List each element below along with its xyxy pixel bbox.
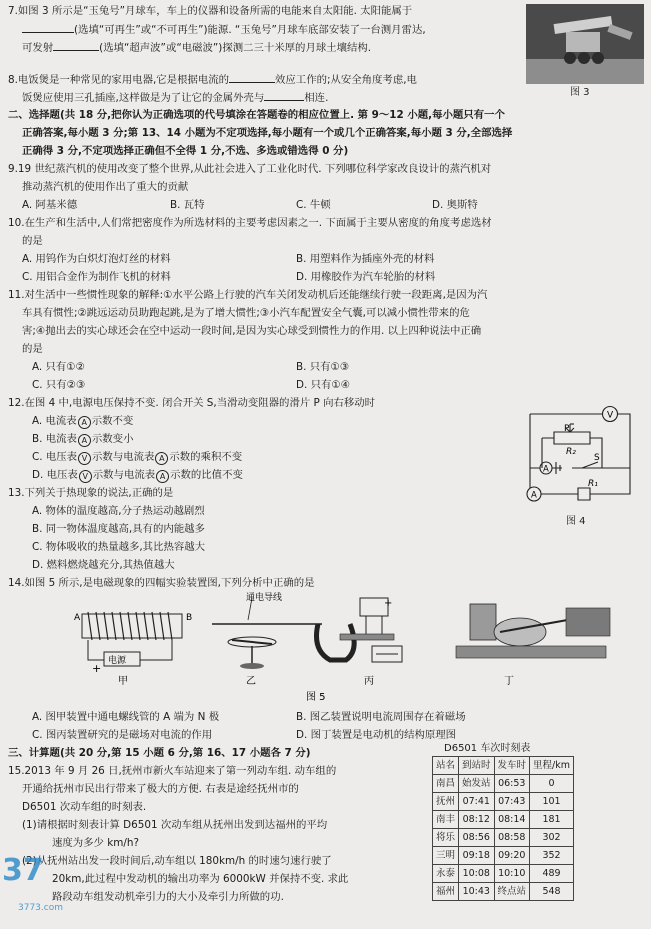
ammeter-symbol: A	[78, 416, 91, 429]
q8-line-1	[8, 71, 417, 89]
q11-line-1: 11.对生活中一些惯性现象的解释:①水平公路上行驶的汽车关闭发动机后还能继续行驶一段距离,是因为汽	[8, 289, 488, 301]
circuit-ammeter-label-2: A	[531, 490, 537, 501]
q7-line-3-pre: 可发射	[22, 42, 54, 54]
q8-line-2	[22, 89, 328, 107]
q12-d-post: 示数的比值不变	[170, 469, 243, 481]
cell: 09:20	[494, 847, 530, 865]
q15-part-2-cont-2: 路段动车组发动机牵引力的大小及牵引力所做的功.	[52, 891, 284, 903]
solenoid-diagram	[74, 612, 192, 675]
generator-diagram	[456, 604, 610, 658]
q10-option-d[interactable]: D. 用橡胶作为汽车轮胎的材料	[296, 271, 436, 283]
q8-line-1-pre: 8.电饭煲是一种常见的家用电器,它是根据电流的	[8, 74, 230, 86]
q11-option-c[interactable]: C. 只有②③	[32, 379, 86, 391]
q14-option-b[interactable]: B. 图乙装置说明电流周围存在着磁场	[296, 711, 466, 723]
cell: 352	[530, 847, 574, 865]
header-distance: 里程/km	[530, 757, 574, 775]
cell: 101	[530, 793, 574, 811]
moon-rover-photo	[526, 4, 644, 88]
ammeter-symbol: A	[156, 470, 169, 483]
q11-line-3: 害;④抛出去的实心球还会在空中运动一段时间,是因为实心球受到惯性力的作用. 以上四种说法中正确	[22, 325, 482, 337]
q14-option-c[interactable]: C. 图丙装置研究的是磁场对电流的作用	[32, 729, 213, 741]
q9-option-b[interactable]: B. 瓦特	[170, 199, 205, 211]
table-row	[433, 793, 574, 811]
q12-c-post: 示数的乘积不变	[169, 451, 243, 463]
q10-option-a[interactable]: A. 用钨作为白炽灯泡灯丝的材料	[22, 253, 171, 265]
answer-blank[interactable]	[264, 89, 304, 101]
table-header-row	[433, 757, 574, 775]
q9-line-2: 推动蒸汽机的使用作出了重大的贡献	[22, 181, 189, 193]
cell: 08:14	[494, 811, 530, 829]
voltmeter-symbol: V	[78, 452, 91, 465]
q15-part-2-cont: 20km,此过程中发动机的输出功率为 6000kW 并保持不变. 求此	[52, 873, 349, 885]
q10-option-c[interactable]: C. 用铝合金作为制作飞机的材料	[22, 271, 171, 283]
q13-option-c[interactable]: C. 物体吸收的热量越多,其比热容越大	[32, 541, 206, 553]
section-2-line-3: 正确得 3 分,不定项选择正确但不全得 1 分,不选、多选或错选得 0 分)	[22, 145, 349, 157]
cell: 08:58	[494, 829, 530, 847]
q12-a-post: 示数不变	[91, 415, 134, 427]
q12-line-1: 12.在图 4 中,电源电压保持不变. 闭合开关 S,当滑动变阻器的滑片 P 向右移动时	[8, 397, 376, 409]
q12-option-a[interactable]	[32, 413, 133, 430]
q12-option-d[interactable]	[32, 467, 243, 484]
header-station: 站名	[433, 757, 459, 775]
q9-option-c[interactable]: C. 牛顿	[296, 199, 331, 211]
q12-option-c[interactable]	[32, 449, 242, 466]
q10-line-2: 的是	[22, 235, 43, 247]
slider-label-p: P	[564, 424, 570, 434]
q7-line-3	[22, 39, 371, 57]
cell: 09:18	[459, 847, 495, 865]
q12-a-pre: A. 电流表	[32, 415, 77, 427]
cell: 终点站	[494, 883, 530, 901]
q8-line-2-pre: 饭煲应使用三孔插座,这样做是为了让它的金属外壳与	[22, 92, 265, 104]
q9-option-d[interactable]: D. 奥斯特	[432, 199, 478, 211]
q15-part-1: (1)请根据时刻表计算 D6501 次动车组从抚州出发到达福州的平均	[22, 819, 328, 831]
plus-terminal-label: +	[384, 598, 393, 609]
q14-option-a[interactable]: A. 图甲装置中通电螺线管的 A 端为 N 极	[32, 711, 220, 723]
q11-option-a[interactable]: A. 只有①②	[32, 361, 85, 373]
cell: 南丰	[433, 811, 459, 829]
q7-line-2	[22, 21, 426, 39]
figure-5-caption: 图 5	[306, 692, 326, 703]
q12-c-mid: 示数与电流表	[92, 451, 155, 463]
figure-5-caption-jia: 甲	[118, 676, 128, 687]
cell: 08:12	[459, 811, 495, 829]
cell: 489	[530, 865, 574, 883]
q12-b-post: 示数变小	[91, 433, 134, 445]
q12-d-pre: D. 电压表	[32, 469, 78, 481]
cell: 08:56	[459, 829, 495, 847]
table-row	[433, 811, 574, 829]
header-departure: 发车时	[494, 757, 530, 775]
power-source-label: 电源	[108, 656, 127, 666]
q9-option-a[interactable]: A. 阿基米德	[22, 199, 78, 211]
oersted-diagram	[212, 591, 322, 669]
cell: 07:43	[494, 793, 530, 811]
q13-option-a[interactable]: A. 物体的温度越高,分子热运动越剧烈	[32, 505, 205, 517]
circuit-ammeter-label: A	[543, 464, 549, 475]
timetable	[432, 756, 574, 901]
q15-part-1-cont: 速度为多少 km/h?	[52, 837, 139, 849]
q11-line-4: 的是	[22, 343, 43, 355]
q14-line-1: 14.如图 5 所示,是电磁现象的四幅实验装置图,下列分析中正确的是	[8, 577, 315, 589]
watermark-site: 3773.com	[18, 903, 63, 913]
circuit-diagram	[512, 402, 642, 514]
answer-blank[interactable]	[229, 71, 275, 83]
cell: 302	[530, 829, 574, 847]
plus-terminal-label: +	[92, 662, 102, 675]
q15-part-2: (2)从抚州站出发一段时间后,动车组以 180km/h 的时速匀速行驶了	[22, 855, 332, 867]
end-b-label: B	[186, 613, 193, 623]
figure-5-caption-bing: 丙	[364, 676, 374, 687]
resistor-r1-label: R₁	[588, 479, 598, 489]
q13-option-b[interactable]: B. 同一物体温度越高,具有的内能越多	[32, 523, 205, 535]
q14-option-d[interactable]: D. 图丁装置是电动机的结构原理图	[296, 729, 457, 741]
q11-line-2: 车具有惯性;②跳远运动员助跑起跳,是为了增大惯性;③小汽车配置安全气囊,可以减小惯性带来的危	[22, 307, 470, 319]
q15-line-3: D6501 次动车组的时刻表.	[22, 801, 147, 813]
table-row	[433, 775, 574, 793]
figure-5-caption-yi: 乙	[246, 676, 256, 687]
cell: 南昌	[433, 775, 459, 793]
q12-c-pre: C. 电压表	[32, 451, 78, 463]
cell: 181	[530, 811, 574, 829]
cell: 548	[530, 883, 574, 901]
cell: 06:53	[494, 775, 530, 793]
figure-5-diagrams	[0, 590, 651, 702]
cell: 10:43	[459, 883, 495, 901]
q7-line-2-text: (选填“可再生”或“不可再生”)能源. “玉兔号”月球车底部安装了一台测月雷达,	[74, 24, 426, 36]
cell: 始发站	[459, 775, 495, 793]
circuit-voltmeter-label: V	[607, 410, 614, 421]
q11-option-d[interactable]: D. 只有①④	[296, 379, 351, 391]
q13-option-d[interactable]: D. 燃料燃烧越充分,其热值越大	[32, 559, 175, 571]
cell: 10:10	[494, 865, 530, 883]
figure-3-caption: 图 3	[570, 87, 590, 98]
switch-s-label: S	[594, 453, 600, 463]
end-a-label: A	[74, 613, 81, 623]
q8-line-2-post: 相连.	[304, 92, 329, 104]
table-row	[433, 847, 574, 865]
cell: 10:08	[459, 865, 495, 883]
cell: 抚州	[433, 793, 459, 811]
watermark-logo: 37	[2, 853, 44, 888]
resistor-r2-label: R₂	[566, 447, 576, 457]
answer-blank[interactable]	[22, 21, 74, 33]
section-2-line-1: 二、选择题(共 18 分,把你认为正确选项的代号填涂在答题卷的相应位置上. 第 9～12 小题,每小题只有一个	[8, 109, 505, 121]
cell: 07:41	[459, 793, 495, 811]
section-2-line-2: 正确答案,每小题 3 分;第 13、14 小题为不定项选择,每小题有一个或几个正确答案,每小题 3 分,全部选择	[22, 127, 513, 139]
q8-line-1-post: 效应工作的;从安全角度考虑,电	[275, 74, 417, 86]
cell: 三明	[433, 847, 459, 865]
q11-option-b[interactable]: B. 只有①③	[296, 361, 350, 373]
magnet-rail-diagram	[317, 598, 403, 662]
cell: 永泰	[433, 865, 459, 883]
table-row	[433, 865, 574, 883]
timetable-caption: D6501 车次时刻表	[444, 743, 531, 754]
q10-option-b[interactable]: B. 用塑料作为插座外壳的材料	[296, 253, 435, 265]
figure-5-caption-ding: 丁	[504, 676, 514, 687]
ammeter-symbol: A	[155, 452, 168, 465]
q15-line-2: 开通给抚州市民出行带来了极大的方便. 右表是途经抚州市的	[22, 783, 299, 795]
voltmeter-symbol: V	[79, 470, 92, 483]
cell: 福州	[433, 883, 459, 901]
q12-d-mid: 示数与电流表	[92, 469, 156, 481]
header-arrival: 到站时	[459, 757, 495, 775]
section-3-heading: 三、计算题(共 20 分,第 15 小题 6 分,第 16、17 小题各 7 分)	[8, 747, 311, 759]
figure-4-caption: 图 4	[566, 516, 586, 527]
q9-line-1: 9.19 世纪蒸汽机的使用改变了整个世界,从此社会进入了工业化时代. 下列哪位科学家改良设计的蒸汽机对	[8, 163, 492, 175]
q13-line-1: 13.下列关于热现象的说法,正确的是	[8, 487, 174, 499]
q7-line-1: 7.如图 3 所示是“玉兔号”月球车，车上的仪器和设备所需的电能来自太阳能. 太阳能属于	[8, 5, 413, 17]
answer-blank[interactable]	[53, 39, 99, 51]
table-row	[433, 883, 574, 901]
wire-label: 通电导线	[246, 593, 283, 603]
cell: 将乐	[433, 829, 459, 847]
q7-line-3-post: (选填“超声波”或“电磁波”)探测二三十米厚的月球土壤结构.	[99, 42, 372, 54]
q12-b-pre: B. 电流表	[32, 433, 77, 445]
q15-line-1: 15.2013 年 9 月 26 日,抚州市新火车站迎来了第一列动车组. 动车组的	[8, 765, 337, 777]
ammeter-symbol: A	[78, 434, 91, 447]
cell: 0	[530, 775, 574, 793]
q10-line-1: 10.在生产和生活中,人们常把密度作为所选材料的主要考虑因素之一. 下面属于主要从密度的角度考虑选材	[8, 217, 492, 229]
table-row	[433, 829, 574, 847]
q12-option-b[interactable]	[32, 431, 133, 448]
